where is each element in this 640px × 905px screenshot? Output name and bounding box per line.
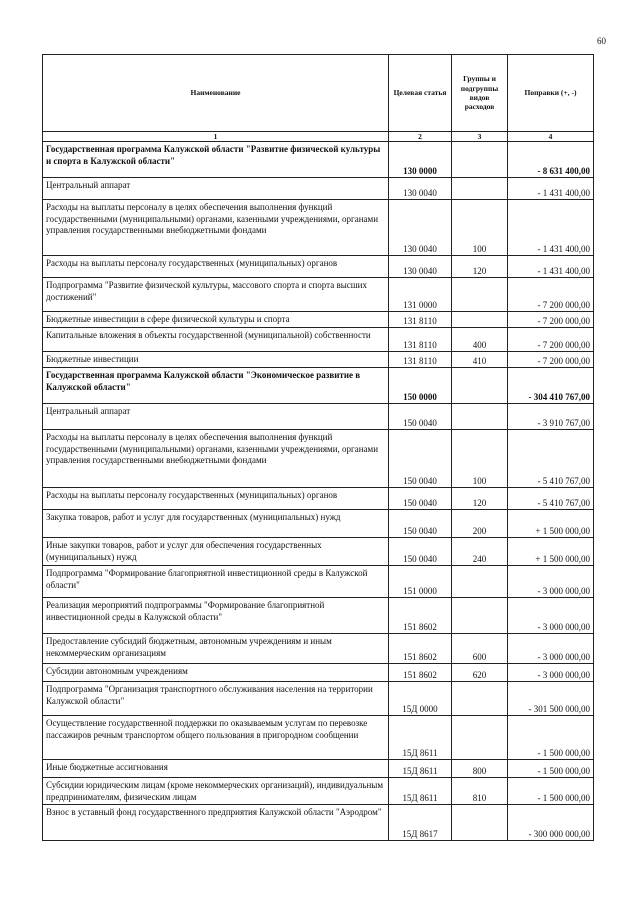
row-name: Осуществление государственной поддержки по оказываемым услугам по перевозке пассажиров речным транспортом общего пользования в пригородном сообщении — [43, 716, 389, 760]
row-amount: - 7 200 000,00 — [508, 328, 594, 352]
row-amount: - 3 000 000,00 — [508, 566, 594, 598]
column-number: 1 — [43, 132, 389, 142]
row-name: Взнос в уставный фонд государственного предприятия Калужской области "Аэродром" — [43, 805, 389, 841]
row-article-code: 151 0000 — [389, 566, 452, 598]
row-expense-group: 100 — [452, 200, 508, 256]
row-name: Государственная программа Калужской области "Экономическое развитие в Калужской области" — [43, 368, 389, 404]
table-row — [43, 200, 594, 256]
row-amount: - 3 000 000,00 — [508, 664, 594, 682]
row-expense-group — [452, 278, 508, 312]
row-name: Подпрограмма "Организация транспортного обслуживания населения на территории Калужской области" — [43, 682, 389, 716]
row-amount: - 7 200 000,00 — [508, 278, 594, 312]
row-amount: + 1 500 000,00 — [508, 538, 594, 566]
row-expense-group: 400 — [452, 328, 508, 352]
row-article-code: 130 0040 — [389, 178, 452, 200]
header-groups: Группы и подгруппы видов расходов — [452, 55, 508, 132]
row-amount: - 304 410 767,00 — [508, 368, 594, 404]
table-row — [43, 368, 594, 404]
row-article-code: 150 0040 — [389, 430, 452, 488]
column-number: 2 — [389, 132, 452, 142]
row-name: Расходы на выплаты персоналу в целях обеспечения выполнения функций государственными (муниципальными) органами, казенными учреждениями, органами управления государственными внебюджетными фондами — [43, 430, 389, 488]
row-article-code: 15Д 0000 — [389, 682, 452, 716]
table-row — [43, 488, 594, 510]
row-name: Центральный аппарат — [43, 178, 389, 200]
table-row — [43, 805, 594, 841]
row-expense-group: 240 — [452, 538, 508, 566]
row-article-code: 151 8602 — [389, 664, 452, 682]
row-expense-group — [452, 598, 508, 634]
page-number: 60 — [597, 36, 606, 46]
row-article-code: 131 8110 — [389, 312, 452, 328]
row-name: Бюджетные инвестиции — [43, 352, 389, 368]
row-amount: - 1 431 400,00 — [508, 178, 594, 200]
row-name: Реализация мероприятий подпрограммы "Формирование благоприятной инвестиционной среды в Калужской области" — [43, 598, 389, 634]
row-expense-group — [452, 566, 508, 598]
row-name: Капитальные вложения в объекты государственной (муниципальной) собственности — [43, 328, 389, 352]
row-article-code: 150 0000 — [389, 368, 452, 404]
row-expense-group: 120 — [452, 256, 508, 278]
row-article-code: 150 0040 — [389, 488, 452, 510]
row-amount: - 5 410 767,00 — [508, 430, 594, 488]
row-expense-group — [452, 312, 508, 328]
table-row — [43, 404, 594, 430]
table-row — [43, 682, 594, 716]
row-expense-group: 800 — [452, 760, 508, 778]
row-article-code: 130 0040 — [389, 256, 452, 278]
row-name: Расходы на выплаты персоналу государственных (муниципальных) органов — [43, 488, 389, 510]
row-article-code: 150 0040 — [389, 404, 452, 430]
row-article-code: 15Д 8611 — [389, 716, 452, 760]
row-name: Закупка товаров, работ и услуг для государственных (муниципальных) нужд — [43, 510, 389, 538]
row-amount: - 5 410 767,00 — [508, 488, 594, 510]
row-expense-group — [452, 178, 508, 200]
row-name: Государственная программа Калужской области "Развитие физической культуры и спорта в Калужской области" — [43, 142, 389, 178]
row-amount: - 7 200 000,00 — [508, 352, 594, 368]
row-name: Подпрограмма "Развитие физической культуры, массового спорта и спорта высших достижений" — [43, 278, 389, 312]
row-name: Расходы на выплаты персоналу государственных (муниципальных) органов — [43, 256, 389, 278]
table-row — [43, 760, 594, 778]
row-amount: - 7 200 000,00 — [508, 312, 594, 328]
row-expense-group: 120 — [452, 488, 508, 510]
row-expense-group — [452, 805, 508, 841]
budget-amendments-table — [42, 54, 594, 841]
row-article-code: 130 0040 — [389, 200, 452, 256]
row-amount: - 1 431 400,00 — [508, 200, 594, 256]
table-row — [43, 634, 594, 664]
table-row — [43, 256, 594, 278]
table-row — [43, 278, 594, 312]
row-name: Субсидии юридическим лицам (кроме некоммерческих организаций), индивидуальным предпринимателям, физическим лицам — [43, 778, 389, 805]
column-number: 3 — [452, 132, 508, 142]
row-article-code: 150 0040 — [389, 510, 452, 538]
row-article-code: 130 0000 — [389, 142, 452, 178]
row-expense-group — [452, 716, 508, 760]
table-row — [43, 538, 594, 566]
table-row — [43, 430, 594, 488]
row-article-code: 150 0040 — [389, 538, 452, 566]
row-article-code: 151 8602 — [389, 598, 452, 634]
row-amount: - 1 500 000,00 — [508, 760, 594, 778]
header-amendments: Поправки (+, -) — [508, 55, 594, 132]
row-name: Предоставление субсидий бюджетным, автономным учреждениям и иным некоммерческим организациям — [43, 634, 389, 664]
row-expense-group: 620 — [452, 664, 508, 682]
row-expense-group — [452, 142, 508, 178]
row-expense-group: 600 — [452, 634, 508, 664]
row-expense-group — [452, 682, 508, 716]
row-article-code: 151 8602 — [389, 634, 452, 664]
table-row — [43, 566, 594, 598]
row-expense-group: 200 — [452, 510, 508, 538]
row-amount: - 3 910 767,00 — [508, 404, 594, 430]
row-article-code: 131 0000 — [389, 278, 452, 312]
row-name: Иные бюджетные ассигнования — [43, 760, 389, 778]
header-article: Целевая статья — [389, 55, 452, 132]
table-row — [43, 142, 594, 178]
table-row — [43, 716, 594, 760]
row-expense-group: 410 — [452, 352, 508, 368]
row-expense-group — [452, 368, 508, 404]
row-article-code: 15Д 8611 — [389, 760, 452, 778]
row-name: Субсидии автономным учреждениям — [43, 664, 389, 682]
row-amount: - 3 000 000,00 — [508, 598, 594, 634]
table-row — [43, 510, 594, 538]
row-name: Бюджетные инвестиции в сфере физической культуры и спорта — [43, 312, 389, 328]
table-row — [43, 778, 594, 805]
row-expense-group: 100 — [452, 430, 508, 488]
table-row — [43, 352, 594, 368]
row-article-code: 15Д 8617 — [389, 805, 452, 841]
table-row — [43, 328, 594, 352]
column-number: 4 — [508, 132, 594, 142]
row-amount: - 8 631 400,00 — [508, 142, 594, 178]
row-name: Расходы на выплаты персоналу в целях обеспечения выполнения функций государственными (муниципальными) органами, казенными учреждениями, органами управления государственными внебюджетными фондами — [43, 200, 389, 256]
row-name: Центральный аппарат — [43, 404, 389, 430]
row-article-code: 15Д 8611 — [389, 778, 452, 805]
header-name: Наименование — [43, 55, 389, 132]
row-expense-group — [452, 404, 508, 430]
table-row — [43, 312, 594, 328]
table-row — [43, 178, 594, 200]
row-article-code: 131 8110 — [389, 352, 452, 368]
table-row — [43, 598, 594, 634]
row-name: Иные закупки товаров, работ и услуг для обеспечения государственных (муниципальных) нужд — [43, 538, 389, 566]
row-amount: - 3 000 000,00 — [508, 634, 594, 664]
row-amount: + 1 500 000,00 — [508, 510, 594, 538]
row-name: Подпрограмма "Формирование благоприятной инвестиционной среды в Калужской области" — [43, 566, 389, 598]
row-amount: - 301 500 000,00 — [508, 682, 594, 716]
row-amount: - 1 500 000,00 — [508, 716, 594, 760]
table-row — [43, 664, 594, 682]
row-amount: - 300 000 000,00 — [508, 805, 594, 841]
row-amount: - 1 500 000,00 — [508, 778, 594, 805]
row-expense-group: 810 — [452, 778, 508, 805]
row-amount: - 1 431 400,00 — [508, 256, 594, 278]
row-article-code: 131 8110 — [389, 328, 452, 352]
